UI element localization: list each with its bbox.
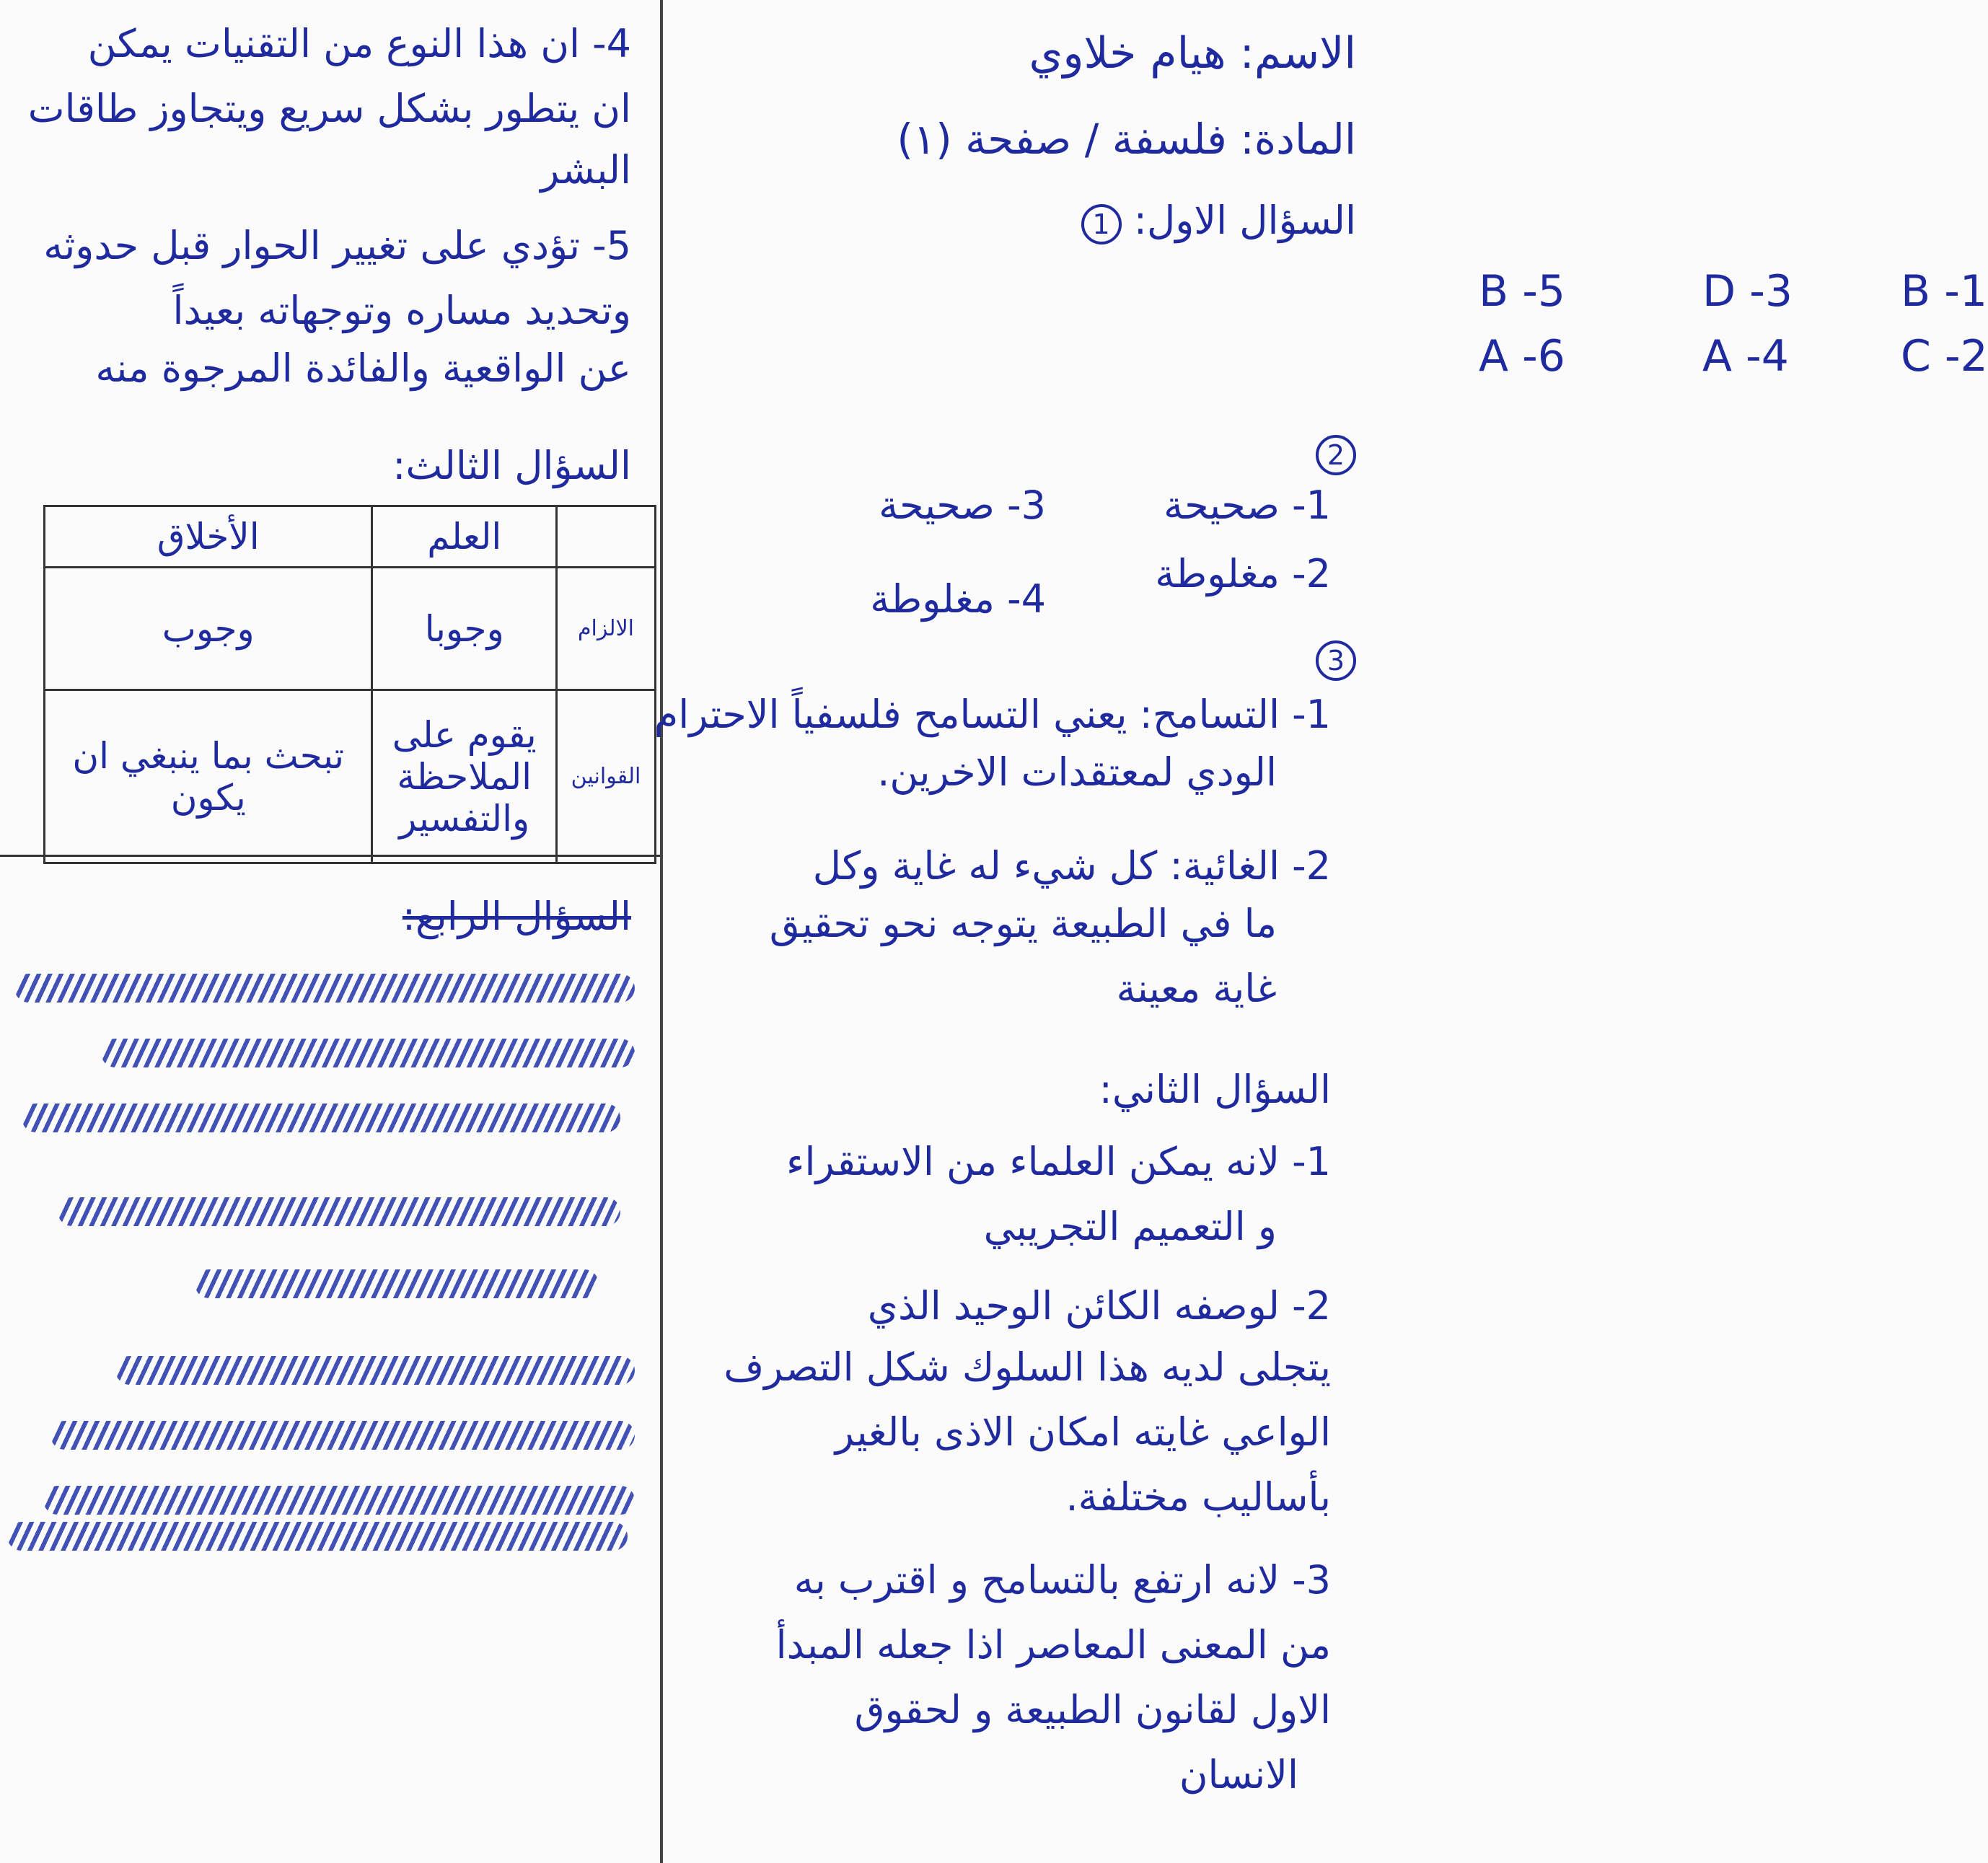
sq-a2-line: يتجلى لديه هذا السلوك شكل التصرف (723, 1344, 1331, 1390)
crossed-out-text (115, 1356, 635, 1385)
left-answer-line: عن الواقعية والفائدة المرجوة منه (95, 345, 631, 391)
q2-item: 3- صحيحة (879, 483, 1046, 528)
table-cell-line: يكون (170, 776, 246, 819)
q1-number-circle: 1 (1081, 204, 1122, 245)
left-answer-line: 4- ان هذا النوع من التقنيات يمكن (87, 21, 631, 66)
q3-item1-line: الودي لمعتقدات الاخرين. (877, 749, 1277, 795)
q2-item: 1- صحيحة (1164, 483, 1331, 528)
crossed-out-text (22, 1104, 620, 1132)
q2-item: 2- مغلوطة (1155, 551, 1331, 596)
table-row (45, 506, 656, 568)
crossed-out-text (7, 1522, 628, 1551)
table-cell-line: والتفسير (399, 797, 530, 840)
comparison-table (43, 505, 656, 864)
crossed-out-text (14, 974, 635, 1003)
q1-answer: B -5 (1479, 266, 1566, 317)
q3-item2-line: غاية معينة (1116, 966, 1277, 1011)
sq-a3-line: الانسان (1179, 1752, 1298, 1797)
q2-number-wrap (1316, 429, 1356, 475)
section-divider (0, 855, 660, 857)
q2-number-circle: 2 (1316, 435, 1356, 475)
q3-item2-line: 2- الغائية: كل شيء له غاية وكل (812, 843, 1331, 889)
subject-line: المادة: فلسفة / صفحة (١) (897, 115, 1356, 164)
table-cell (45, 690, 372, 863)
crossed-out-text (58, 1197, 620, 1226)
q1-answer: A -6 (1479, 331, 1565, 382)
q2-item: 4- مغلوطة (870, 576, 1046, 622)
table-cell-line: الملاحظة (397, 755, 532, 798)
left-answer-line: ان يتطور بشكل سريع ويتجاوز طاقات (27, 86, 631, 131)
q1-heading (1081, 198, 1356, 245)
student-name: الاسم: هيام خلاوي (1029, 28, 1356, 79)
crossed-out-text (50, 1421, 635, 1450)
table-cell-line: تبحث بما ينبغي ان (72, 734, 345, 777)
page-divider (660, 0, 663, 1863)
crossed-out-text (195, 1269, 599, 1298)
q1-answer: D -3 (1702, 266, 1793, 317)
q3-item1-line: 1- التسامح: يعني التسامح فلسفياً الاحترام (654, 692, 1331, 737)
table-row-label: القوانين (557, 690, 656, 863)
table-corner-cell (557, 506, 656, 568)
second-question-title: السؤال الثاني: (1099, 1067, 1331, 1112)
sq-a1-line: 1- لانه يمكن العلماء من الاستقراء (786, 1139, 1331, 1184)
sq-a1-line: و التعميم التجريبي (983, 1204, 1277, 1249)
sq-a2-line: 2- لوصفه الكائن الوحيد الذي (867, 1283, 1331, 1329)
sq-a3-line: 3- لانه ارتفع بالتسامح و اقترب به (793, 1557, 1331, 1603)
table-cell (372, 690, 557, 863)
q1-answer: C -2 (1901, 331, 1988, 382)
right-column (654, 0, 1988, 1863)
crossed-out-text (101, 1039, 635, 1067)
left-answer-line: 5- تؤدي على تغيير الحوار قبل حدوثه (43, 223, 631, 268)
q3-number-wrap (1316, 635, 1356, 681)
table-cell-line: يقوم على (392, 713, 537, 756)
sq-a3-line: الاول لقانون الطبيعة و لحقوق (854, 1687, 1331, 1732)
table-header-ethics: الأخلاق (45, 506, 372, 568)
sq-a2-line: الواعي غايته امكان الاذى بالغير (835, 1409, 1331, 1455)
left-answer-line: البشر (540, 147, 631, 193)
q1-answer: B -1 (1901, 266, 1988, 317)
crossed-out-text (43, 1486, 635, 1515)
sq-a2-line: بأساليب مختلفة. (1065, 1474, 1331, 1520)
left-column (0, 0, 660, 1863)
q3-item2-line: ما في الطبيعة يتوجه نحو تحقيق (769, 901, 1277, 946)
table-cell: وجوب (45, 568, 372, 690)
q1-answer: A -4 (1702, 331, 1789, 382)
sq-a3-line: من المعنى المعاصر اذا جعله المبدأ (775, 1622, 1331, 1668)
third-question-title: السؤال الثالث: (392, 443, 631, 488)
table-header-science: العلم (372, 506, 557, 568)
fourth-question-title: السؤال الرابع: (402, 894, 631, 939)
table-cell: وجوبا (372, 568, 557, 690)
table-row (45, 568, 656, 690)
q3-number-circle: 3 (1316, 640, 1356, 681)
table-row-label: الالزام (557, 568, 656, 690)
table-row (45, 690, 656, 863)
left-answer-line: وتحديد مساره وتوجهاته بعيداً (172, 288, 631, 333)
q1-title: السؤال الاول: (1133, 198, 1356, 243)
